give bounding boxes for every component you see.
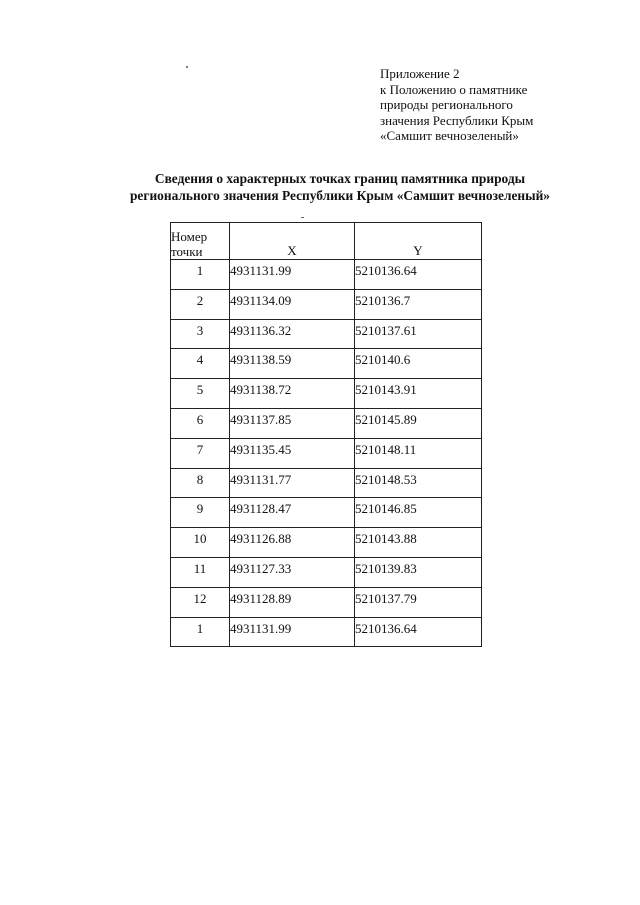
- y-coordinate-cell: 5210137.61: [355, 319, 482, 349]
- x-coordinate-cell: 4931131.99: [230, 617, 355, 647]
- table-row: [171, 468, 482, 498]
- heading-line-2: регионального значения Республики Крым «Самшит вечнозеленый»: [129, 188, 550, 203]
- y-coordinate-cell: 5210143.88: [355, 528, 482, 558]
- y-coordinate-cell: 5210136.64: [355, 260, 482, 290]
- x-coordinate-cell: 4931128.89: [230, 587, 355, 617]
- point-number-cell: 2: [171, 289, 230, 319]
- x-coordinate-cell: 4931127.33: [230, 557, 355, 587]
- point-number-cell: 9: [171, 498, 230, 528]
- point-number-cell: 11: [171, 557, 230, 587]
- y-coordinate-cell: 5210148.11: [355, 438, 482, 468]
- point-number-cell: 7: [171, 438, 230, 468]
- x-coordinate-cell: 4931135.45: [230, 438, 355, 468]
- x-coordinate-cell: 4931131.77: [230, 468, 355, 498]
- header-x: X: [230, 223, 355, 260]
- table-row: [171, 528, 482, 558]
- point-number-cell: 6: [171, 408, 230, 438]
- y-coordinate-cell: 5210136.64: [355, 617, 482, 647]
- table-row: [171, 408, 482, 438]
- x-coordinate-cell: 4931138.72: [230, 379, 355, 409]
- point-number-cell: 3: [171, 319, 230, 349]
- y-coordinate-cell: 5210145.89: [355, 408, 482, 438]
- appendix-line: природы регионального: [380, 97, 513, 112]
- table-row: [171, 349, 482, 379]
- point-number-cell: 12: [171, 587, 230, 617]
- header-point-number: [171, 223, 230, 260]
- table-row: [171, 587, 482, 617]
- appendix-note: [380, 66, 533, 144]
- x-coordinate-cell: 4931137.85: [230, 408, 355, 438]
- point-number-cell: 1: [171, 617, 230, 647]
- x-coordinate-cell: 4931128.47: [230, 498, 355, 528]
- x-coordinate-cell: 4931136.32: [230, 319, 355, 349]
- x-coordinate-cell: 4931138.59: [230, 349, 355, 379]
- table-row: [171, 260, 482, 290]
- point-number-cell: 8: [171, 468, 230, 498]
- y-coordinate-cell: 5210140.6: [355, 349, 482, 379]
- y-coordinate-cell: 5210143.91: [355, 379, 482, 409]
- y-coordinate-cell: 5210148.53: [355, 468, 482, 498]
- table-row: [171, 557, 482, 587]
- y-coordinate-cell: 5210146.85: [355, 498, 482, 528]
- table-row: [171, 617, 482, 647]
- header-number-line-1: Номер: [171, 229, 208, 244]
- y-coordinate-cell: 5210137.79: [355, 587, 482, 617]
- point-number-cell: 4: [171, 349, 230, 379]
- header-y: Y: [355, 223, 482, 260]
- table-header-row: [171, 223, 482, 260]
- table-row: [171, 498, 482, 528]
- table-row: [171, 379, 482, 409]
- heading-line-1: Сведения о характерных точках границ памятника природы: [154, 171, 526, 186]
- table-row: [171, 289, 482, 319]
- table-row: [171, 319, 482, 349]
- scan-speck: [186, 66, 188, 68]
- scan-speck: [301, 217, 304, 218]
- table-row: [171, 438, 482, 468]
- appendix-line: к Положению о памятнике: [380, 81, 528, 97]
- document-heading: [60, 170, 620, 204]
- point-number-cell: 10: [171, 528, 230, 558]
- header-number-line-2: точки: [171, 244, 203, 259]
- x-coordinate-cell: 4931126.88: [230, 528, 355, 558]
- y-coordinate-cell: 5210139.83: [355, 557, 482, 587]
- appendix-line: значения Республики Крым: [380, 112, 534, 128]
- coordinates-table: [170, 222, 482, 647]
- x-coordinate-cell: 4931134.09: [230, 289, 355, 319]
- appendix-line: Приложение 2: [380, 66, 460, 81]
- point-number-cell: 5: [171, 379, 230, 409]
- point-number-cell: 1: [171, 260, 230, 290]
- appendix-line: «Самшит вечнозеленый»: [380, 128, 519, 143]
- y-coordinate-cell: 5210136.7: [355, 289, 482, 319]
- x-coordinate-cell: 4931131.99: [230, 260, 355, 290]
